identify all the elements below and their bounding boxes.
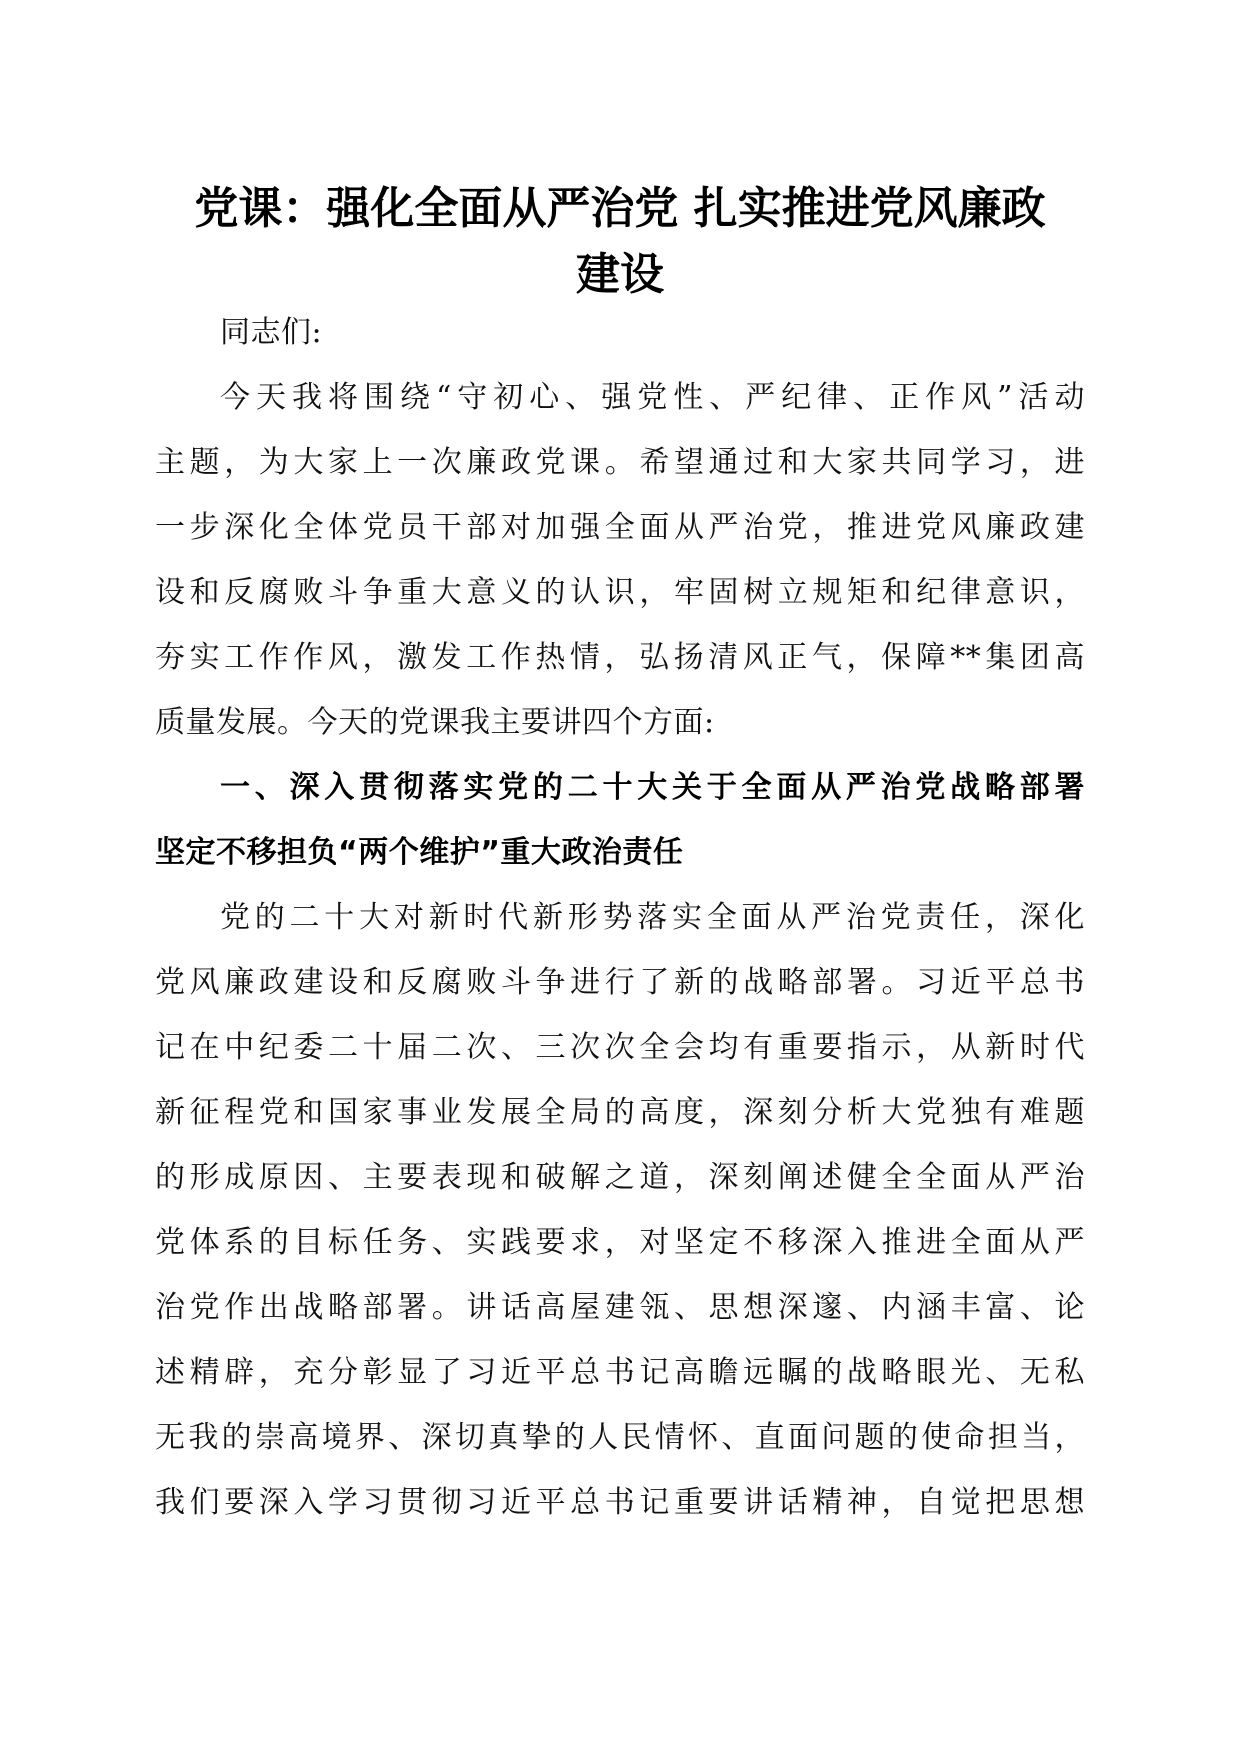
document-body	[155, 300, 1085, 1535]
document-title-line-2: 建设	[576, 249, 664, 300]
intro-line: 设和反腐败斗争重大意义的认识，牢固树立规矩和纪律意识，	[155, 575, 1085, 610]
section-body-line: 党体系的目标任务、实践要求，对坚定不移深入推进全面从严	[155, 1225, 1085, 1260]
intro-line: 一步深化全体党员干部对加强全面从严治党，推进党风廉政建	[155, 510, 1085, 545]
intro-line: 质量发展。今天的党课我主要讲四个方面:	[155, 705, 715, 740]
section-body-line: 新征程党和国家事业发展全局的高度，深刻分析大党独有难题	[155, 1095, 1085, 1130]
section-body-line: 述精辟，充分彰显了习近平总书记高瞻远瞩的战略眼光、无私	[155, 1355, 1085, 1390]
intro-line: 主题，为大家上一次廉政党课。希望通过和大家共同学习，进	[155, 445, 1085, 480]
section-body-line: 记在中纪委二十届二次、三次次全会均有重要指示，从新时代	[155, 1030, 1085, 1065]
section-body-line: 无我的崇高境界、深切真挚的人民情怀、直面问题的使命担当，	[155, 1420, 1085, 1455]
section-heading: 坚定不移担负“两个维护”重大政治责任	[155, 835, 684, 870]
section-body-line: 我们要深入学习贯彻习近平总书记重要讲话精神，自觉把思想	[155, 1485, 1085, 1520]
intro-line: 夯实工作作风，激发工作热情，弘扬清风正气，保障**集团高	[155, 640, 1085, 675]
salutation: 同志们:	[220, 315, 323, 350]
section-body-line: 治党作出战略部署。讲话高屋建瓴、思想深邃、内涵丰富、论	[155, 1290, 1085, 1325]
section-body-line: 党的二十大对新时代新形势落实全面从严治党责任，深化	[220, 900, 1085, 935]
section-body-line: 党风廉政建设和反腐败斗争进行了新的战略部署。习近平总书	[155, 965, 1085, 1000]
document-title-line-1: 党课：强化全面从严治党 扎实推进党风廉政	[194, 183, 1046, 234]
section-body-line: 的形成原因、主要表现和破解之道，深刻阐述健全全面从严治	[155, 1160, 1085, 1195]
section-heading: 一、深入贯彻落实党的二十大关于全面从严治党战略部署	[220, 770, 1085, 805]
intro-line: 今天我将围绕“守初心、强党性、严纪律、正作风”活动	[220, 380, 1085, 415]
